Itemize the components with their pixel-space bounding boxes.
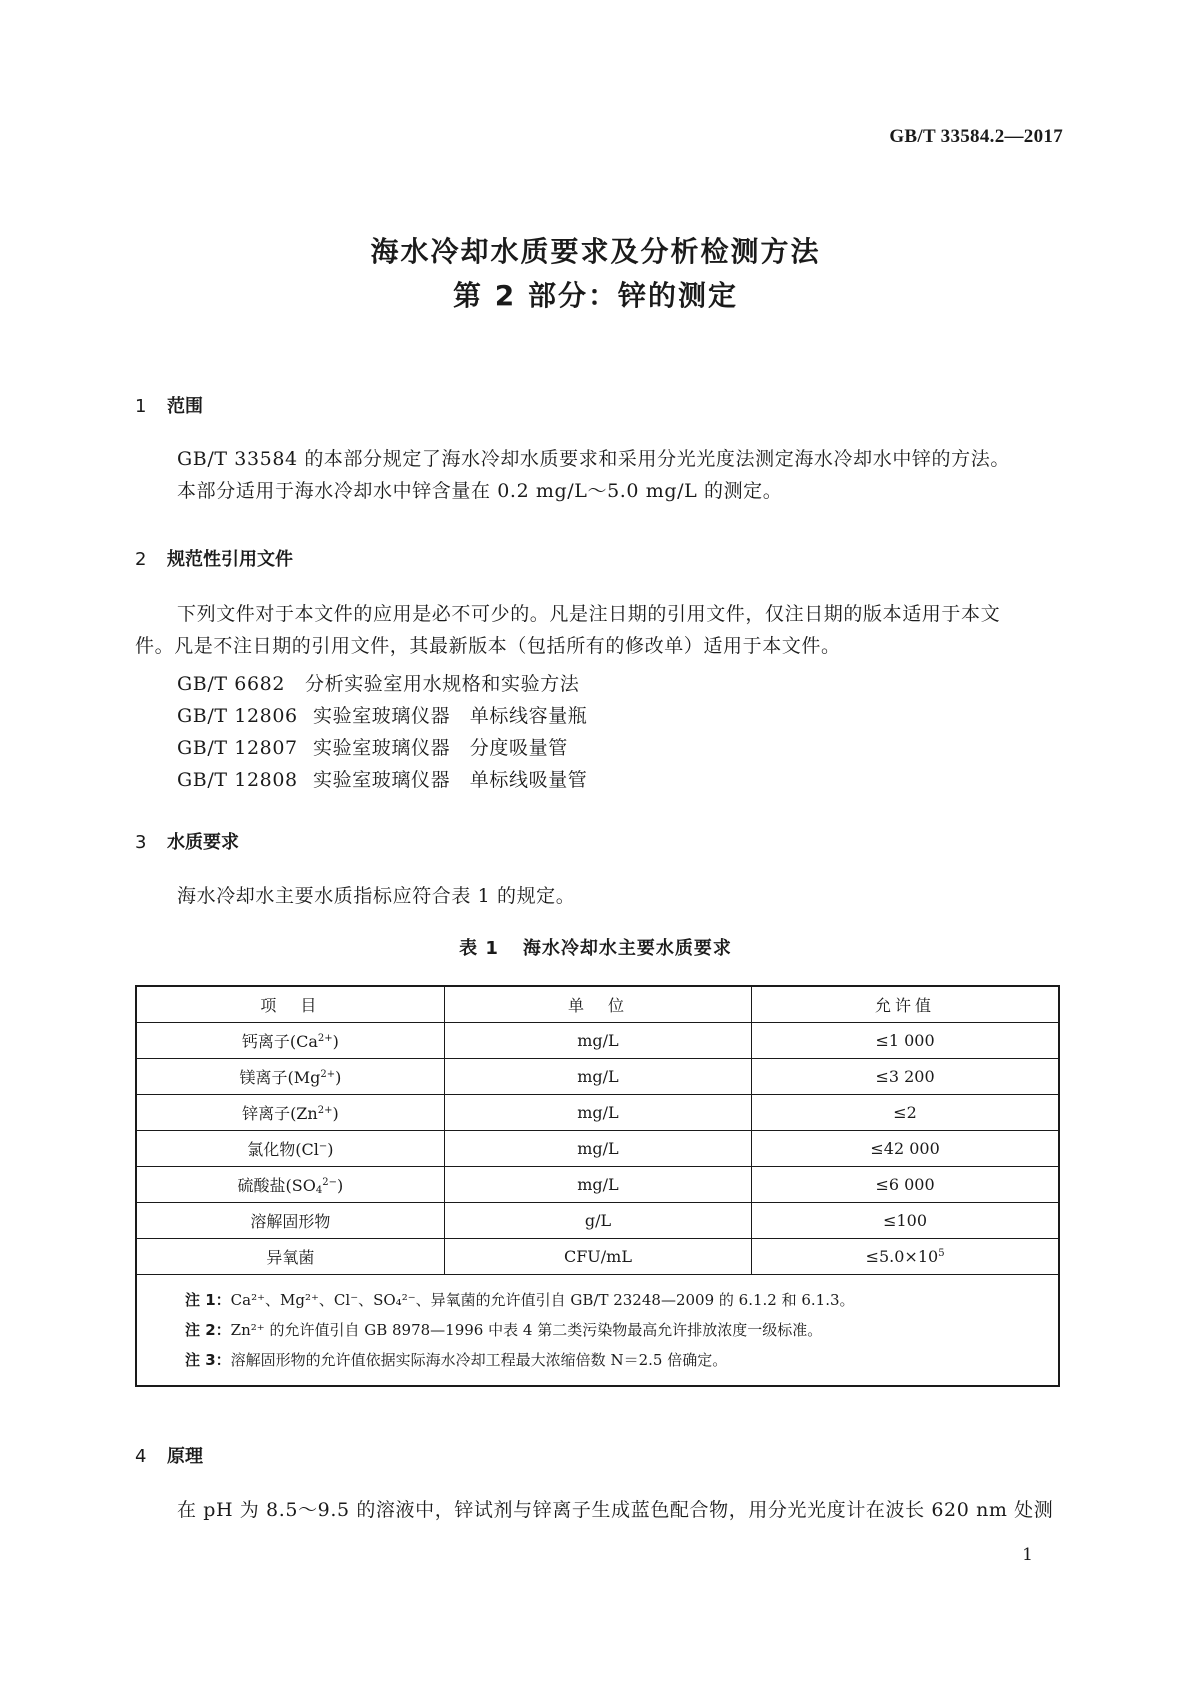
reference-title: 实验室玻璃仪器 分度吸量管 <box>313 737 568 759</box>
section-number: 1 <box>135 396 147 417</box>
item-paren: ) <box>332 1032 339 1051</box>
note-label: 注 1： <box>185 1291 231 1309</box>
note-text: 溶解固形物的允许值依据实际海水冷却工程最大浓缩倍数 N＝2.5 倍确定。 <box>230 1351 728 1369</box>
allowed-value-cell <box>752 1131 1059 1167</box>
section-title: 水质要求 <box>167 832 239 853</box>
section-number: 4 <box>135 1446 147 1467</box>
table-header-row <box>136 986 1059 1023</box>
item-cell <box>136 1239 444 1275</box>
item-name: 氯化物(Cl <box>247 1140 319 1159</box>
allowed-value-cell <box>752 1239 1059 1275</box>
references-paragraph <box>135 598 1059 662</box>
reference-code: GB/T 12807 <box>177 737 298 759</box>
allowed-value: ≤100 <box>883 1211 928 1230</box>
section-heading-normative-references <box>135 545 293 571</box>
item-name: 钙离子(Ca <box>241 1032 318 1051</box>
table-row <box>136 1131 1059 1167</box>
item-charge: 2+ <box>320 1069 336 1080</box>
section-title: 范围 <box>167 396 203 417</box>
allowed-value-cell <box>752 1023 1059 1059</box>
paragraph-line: GB/T 33584 的本部分规定了海水冷却水质要求和采用分光光度法测定海水冷却水中锌的方法。 <box>177 448 1010 470</box>
table-row <box>136 1239 1059 1275</box>
table-note <box>185 1285 1058 1315</box>
item-charge: 2+ <box>317 1033 333 1044</box>
allowed-value-cell <box>752 1203 1059 1239</box>
note-label: 注 3： <box>185 1351 231 1369</box>
item-charge: 2+ <box>317 1105 333 1116</box>
allowed-value-cell <box>752 1095 1059 1131</box>
document-subtitle: 第 2 部分：锌的测定 <box>453 279 738 312</box>
table-note <box>185 1345 1058 1375</box>
paragraph-line: 海水冷却水主要水质指标应符合表 1 的规定。 <box>177 885 576 907</box>
reference-code: GB/T 6682 <box>177 673 286 695</box>
table-number: 表 1 <box>459 938 499 959</box>
item-cell <box>136 1059 444 1095</box>
table-body <box>136 1023 1059 1275</box>
table-notes <box>136 1275 1059 1387</box>
item-name: 溶解固形物 <box>250 1212 331 1231</box>
reference-code: GB/T 12806 <box>177 705 298 727</box>
principle-paragraph <box>135 1494 1059 1526</box>
item-name: 锌离子(Zn <box>242 1104 318 1123</box>
paragraph-line: 在 pH 为 8.5～9.5 的溶液中，锌试剂与锌离子生成蓝色配合物，用分光光度计在波长 620 nm 处测 <box>177 1499 1054 1521</box>
page-number: 1 <box>1022 1545 1033 1565</box>
unit-cell: mg/L <box>444 1095 751 1131</box>
value-exponent: 5 <box>938 1248 945 1259</box>
section-number: 2 <box>135 549 147 570</box>
item-subscript: 4 <box>315 1185 323 1196</box>
item-paren: ) <box>335 1068 342 1087</box>
section-number: 3 <box>135 832 147 853</box>
item-cell <box>136 1131 444 1167</box>
unit-cell: g/L <box>444 1203 751 1239</box>
item-charge: 2− <box>322 1177 337 1188</box>
reference-title: 分析实验室用水规格和实验方法 <box>305 673 580 695</box>
allowed-value-cell <box>752 1167 1059 1203</box>
reference-code: GB/T 12808 <box>177 769 298 791</box>
allowed-value: ≤5.0×10 <box>865 1247 939 1266</box>
unit-cell: mg/L <box>444 1131 751 1167</box>
item-cell <box>136 1203 444 1239</box>
table-row <box>136 1023 1059 1059</box>
column-header-item: 项 目 <box>136 986 444 1023</box>
table-row <box>136 1059 1059 1095</box>
item-paren: ) <box>332 1104 339 1123</box>
reference-item <box>177 765 587 792</box>
section-title: 规范性引用文件 <box>167 549 293 570</box>
allowed-value: ≤6 000 <box>875 1175 935 1194</box>
item-cell <box>136 1023 444 1059</box>
unit-cell: mg/L <box>444 1023 751 1059</box>
table-row <box>136 1095 1059 1131</box>
table-row <box>136 1167 1059 1203</box>
note-label: 注 2： <box>185 1321 231 1339</box>
reference-title: 实验室玻璃仪器 单标线吸量管 <box>313 769 588 791</box>
paragraph-line: 下列文件对于本文件的应用是必不可少的。凡是注日期的引用文件，仅注日期的版本适用于本文 <box>177 603 1001 625</box>
allowed-value-cell <box>752 1059 1059 1095</box>
item-paren: ) <box>327 1140 334 1159</box>
item-name: 镁离子(Mg <box>239 1068 321 1087</box>
reference-item <box>177 733 568 760</box>
column-header-unit: 单 位 <box>444 986 751 1023</box>
allowed-value: ≤3 200 <box>875 1067 935 1086</box>
unit-cell: mg/L <box>444 1167 751 1203</box>
item-cell <box>136 1167 444 1203</box>
section-title: 原理 <box>167 1446 203 1467</box>
scope-paragraph <box>135 443 1059 507</box>
allowed-value: ≤42 000 <box>870 1139 940 1158</box>
allowed-value: ≤2 <box>893 1103 917 1122</box>
item-paren: ) <box>337 1176 344 1195</box>
item-name: 硫酸盐(SO <box>237 1176 316 1195</box>
unit-cell: CFU/mL <box>444 1239 751 1275</box>
section-heading-water-quality <box>135 828 239 854</box>
reference-title: 实验室玻璃仪器 单标线容量瓶 <box>313 705 588 727</box>
table-row <box>136 1203 1059 1239</box>
table-notes-row <box>136 1275 1059 1387</box>
table-title: 海水冷却水主要水质要求 <box>522 938 732 959</box>
paragraph-line: 本部分适用于海水冷却水中锌含量在 0.2 mg/L～5.0 mg/L 的测定。 <box>177 480 783 502</box>
unit-cell: mg/L <box>444 1059 751 1095</box>
column-header-allowed-value: 允许值 <box>752 986 1059 1023</box>
item-cell <box>136 1095 444 1131</box>
item-charge: − <box>318 1141 328 1152</box>
item-name: 异氧菌 <box>266 1248 315 1267</box>
water-quality-paragraph <box>135 880 1059 912</box>
note-text: Ca²⁺、Mg²⁺、Cl⁻、SO₄²⁻、异氧菌的允许值引自 GB/T 23248—2009 的 6.1.2 和 6.1.3。 <box>230 1291 855 1309</box>
allowed-value: ≤1 000 <box>875 1031 935 1050</box>
water-quality-table <box>135 985 1060 1387</box>
standard-code: GB/T 33584.2—2017 <box>889 126 1063 147</box>
document-title: 海水冷却水质要求及分析检测方法 <box>370 235 821 268</box>
reference-item <box>177 701 587 728</box>
table-note <box>185 1315 1058 1345</box>
note-text: Zn²⁺ 的允许值引自 GB 8978—1996 中表 4 第二类污染物最高允许排放浓度一级标准。 <box>230 1321 823 1339</box>
paragraph-line: 件。凡是不注日期的引用文件，其最新版本（包括所有的修改单）适用于本文件。 <box>135 635 841 657</box>
section-heading-principle <box>135 1442 203 1468</box>
reference-item <box>177 669 579 696</box>
section-heading-scope <box>135 392 203 418</box>
table-caption <box>0 934 1191 960</box>
